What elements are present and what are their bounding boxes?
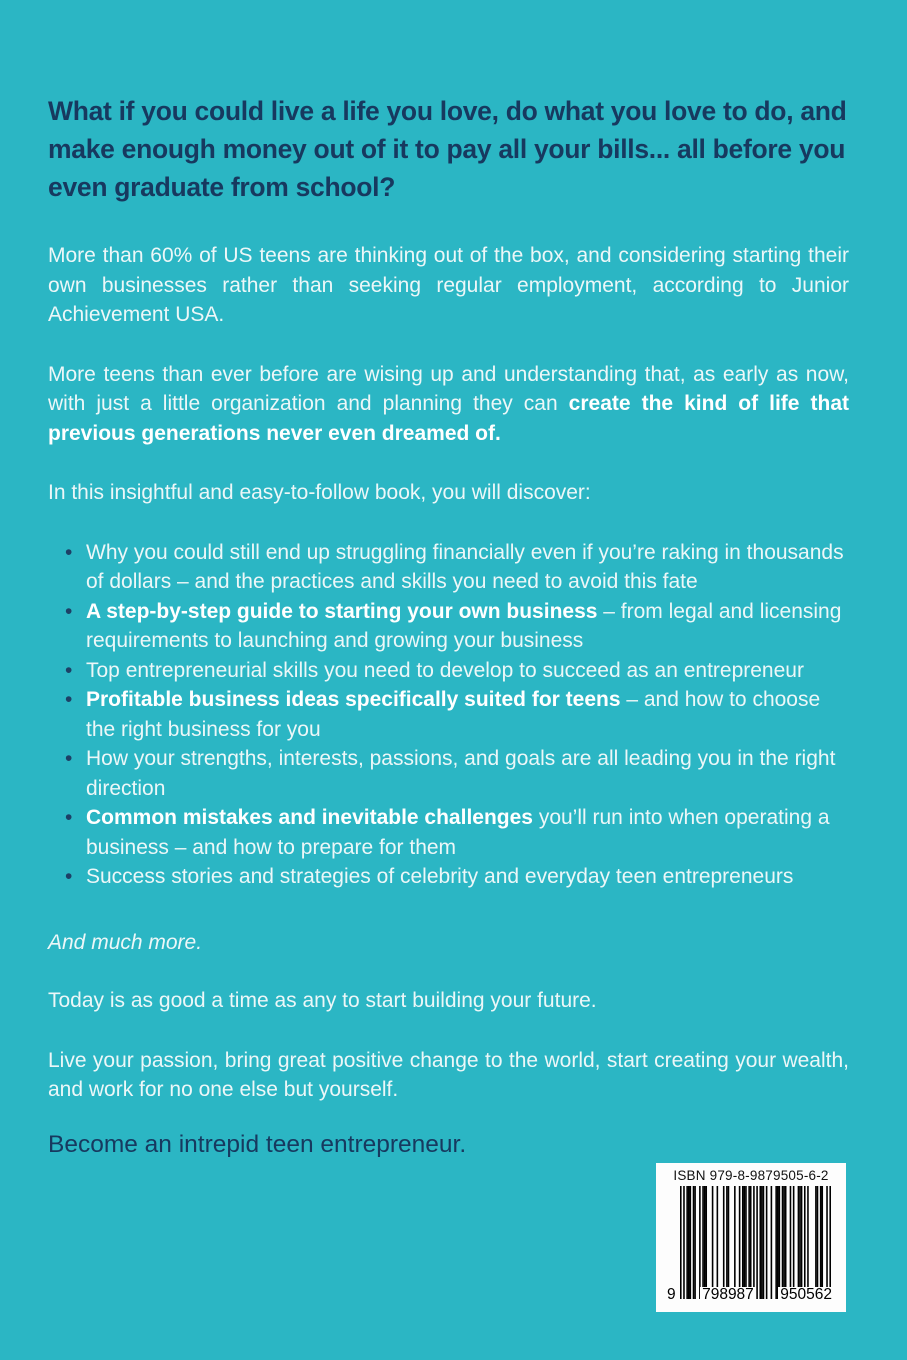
list-item [48,538,849,597]
list-item [48,803,849,862]
barcode [665,1186,837,1305]
list-item-text: Success stories and strategies of celebrity and everyday teen entrepreneurs [86,865,794,888]
list-item [48,744,849,803]
list-item [48,597,849,656]
headline: What if you could live a life you love, do what you love to do, and make enough money out of it to pay all your bills... all before you even graduate from school? [48,96,847,202]
list-item [48,685,849,744]
isbn-label: ISBN 979-8-9879505-6-2 [673,1168,829,1183]
list-item-text: Why you could still end up struggling financially even if you’re raking in thousands of dollars – and the practices and skills you need to avoid this fate [86,540,844,593]
today-line: Today is as good a time as any to start building your future. [48,989,597,1012]
paragraph-stat: More than 60% of US teens are thinking out of the box, and considering starting their own businesses rather than seeking regular employment, according to Junior Achievement USA. [48,244,849,326]
barcode-bars [680,1186,831,1299]
barcode-digits [665,1287,834,1303]
discover-intro: In this insightful and easy-to-follow book, you will discover: [48,481,591,504]
list-item-bold: A step-by-step guide to starting your own business [86,599,598,623]
passion-paragraph: Live your passion, bring great positive change to the world, start creating your wealth, and work for no one else but yourself. [48,1048,849,1101]
and-much-more-line: And much more. [48,930,203,954]
paragraph-trend-bold: create the kind of life that previous generations never even dreamed of. [48,392,849,445]
barcode-box [656,1163,846,1312]
list-item-text: How your strengths, interests, passions, and goals are all leading you in the right direction [86,747,836,800]
bullet-dot: • [65,865,73,888]
list-item [48,656,849,686]
paragraph-trend [48,360,849,449]
barcode-digit-lead: 9 [667,1286,676,1303]
bullet-dot: • [65,806,73,829]
bullet-dot: • [65,599,73,623]
closing-line: Become an intrepid teen entrepreneur. [48,1130,467,1158]
list-item-text: you’ll run into when operating a business – and how to prepare for them [86,806,830,859]
list-item-text: Top entrepreneurial skills you need to develop to succeed as an entrepreneur [86,658,804,682]
bullet-dot: • [65,688,73,711]
bullet-dot: • [65,658,73,682]
bullet-dot: • [65,747,73,770]
list-item-bold: Profitable business ideas specifically suited for teens [86,688,621,711]
barcode-digits-group1: 798987 [702,1286,754,1303]
list-item-text: – and how to choose the right business for you [86,688,821,741]
barcode-digits-group2: 950562 [780,1286,832,1303]
paragraph-trend-normal: More teens than ever before are wising up and understanding that, as early as now, with just a little organization and planning they can [48,362,849,415]
bullet-dot: • [65,540,73,564]
discover-list [48,538,849,892]
list-item [48,862,849,892]
list-item-bold: Common mistakes and inevitable challenges [86,806,533,829]
list-item-text: – from legal and licensing requirements to launching and growing your business [86,599,842,652]
